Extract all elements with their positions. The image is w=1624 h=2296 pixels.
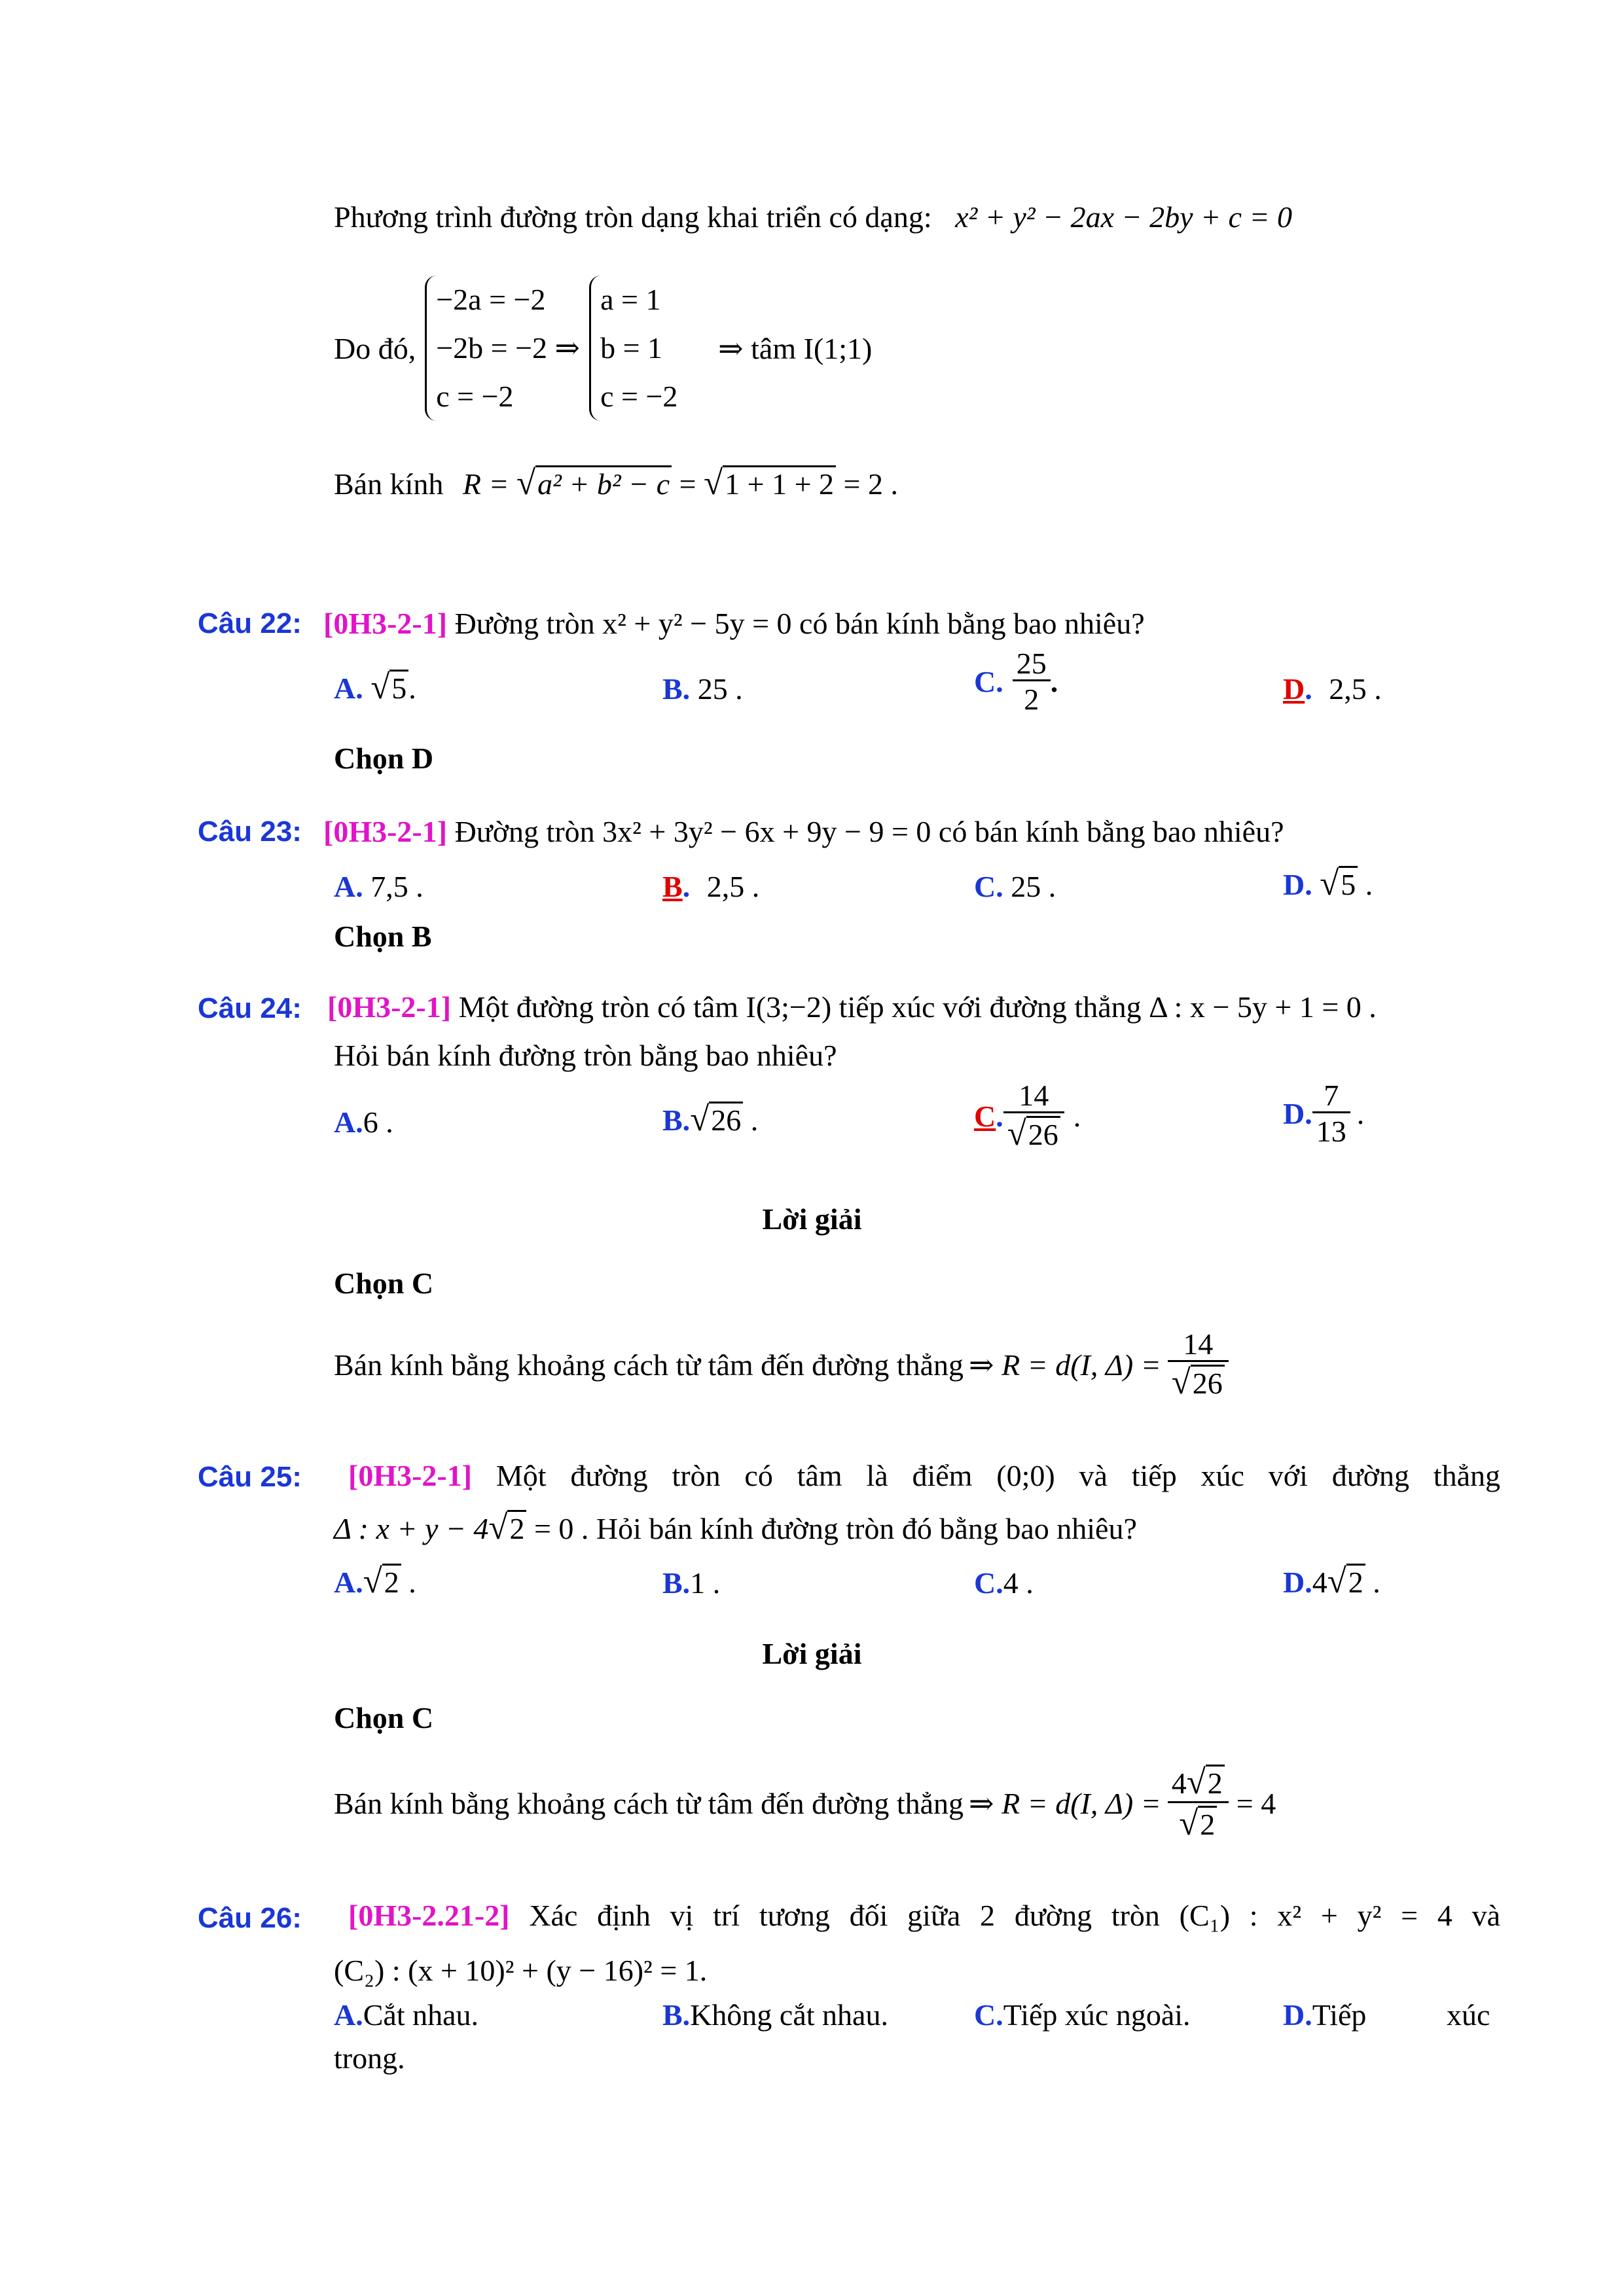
punct: .: [408, 1566, 416, 1599]
explanation: [334, 1329, 1229, 1401]
equation-system-2: [589, 276, 692, 421]
option-d[interactable]: [1283, 1562, 1380, 1601]
question-body: Đường tròn 3x² + 3y² − 6x + 9y − 9 = 0 có bán kính bằng bao nhiêu?: [454, 815, 1284, 848]
option-value: 1 .: [690, 1566, 721, 1600]
option-label-correct: B: [662, 870, 683, 903]
text: Phương trình đường tròn dạng khai triển có dạng:: [334, 200, 932, 234]
top-line-3: [334, 463, 898, 503]
radicand: 5: [389, 670, 408, 705]
sqrt: √5: [370, 668, 408, 707]
option-label-correct: C: [974, 1099, 996, 1133]
system-row: c = −2: [600, 380, 678, 413]
option-label: A.: [334, 870, 363, 903]
fraction: [1312, 1080, 1350, 1148]
question-body: Đường tròn x² + y² − 5y = 0 có bán kính bằng bao nhiêu?: [454, 607, 1145, 640]
equation-system-1: [425, 276, 580, 421]
option-d[interactable]: [1283, 672, 1382, 706]
option-b[interactable]: [662, 1100, 758, 1139]
option-c[interactable]: [974, 869, 1056, 904]
radicand: 2: [1346, 1564, 1365, 1599]
math: Δ : x + y − 4: [334, 1512, 489, 1545]
punct: .: [1373, 1566, 1380, 1599]
option-value: 6 .: [363, 1105, 393, 1139]
text: Bán kính bằng khoảng cách từ tâm đến đường thẳng: [334, 1348, 964, 1382]
option-value: 25 .: [1011, 870, 1056, 903]
radicand: 5: [1339, 866, 1358, 901]
option-value: 7,5 .: [370, 870, 424, 903]
option-label: C.: [974, 1998, 1003, 2032]
sqrt: √2: [488, 1508, 526, 1547]
system-row: −2a = −2: [436, 283, 546, 316]
answer: Chọn C: [334, 1266, 434, 1300]
option-label: A.: [334, 1998, 363, 2032]
question-body: Xác định vị trí tương đối giữa 2 đường tròn (C₁) : x² + y² = 4 và: [529, 1899, 1500, 1932]
punct: .: [1050, 665, 1058, 699]
explanation: [334, 1765, 1276, 1842]
math: ⇒ R = d(I, Δ) =: [969, 1348, 1161, 1382]
option-label: A.: [334, 672, 363, 705]
text: = 0 . Hỏi bán kính đường tròn đó bằng bao nhiêu?: [533, 1512, 1137, 1545]
punct: .: [682, 870, 691, 903]
option-label: B.: [662, 1566, 691, 1600]
radicand: 2: [382, 1564, 401, 1599]
radicand: 2: [507, 1510, 526, 1545]
question-tag: [0H3-2-1]: [327, 990, 452, 1024]
option-b[interactable]: [662, 869, 759, 904]
denominator: [1168, 1360, 1229, 1401]
option-c[interactable]: [974, 1566, 1034, 1600]
radicand: 26: [1191, 1365, 1225, 1400]
question-26-text: [348, 1898, 1500, 1933]
text: Bán kính bằng khoảng cách từ tâm đến đường thẳng: [334, 1786, 964, 1820]
denominator: [1168, 1801, 1229, 1842]
text: Bán kính: [334, 467, 444, 501]
option-label: A.: [334, 1566, 363, 1599]
numerator: 14: [1019, 1079, 1049, 1112]
numerator: 7: [1324, 1079, 1339, 1112]
option-label: D.: [1283, 1566, 1312, 1599]
punct: .: [1356, 1097, 1365, 1131]
question-body-line-2: (C₂) : (x + 10)² + (y − 16)² = 1.: [334, 1954, 708, 1987]
numerator: 25: [1016, 647, 1047, 680]
question-label: Câu 26:: [198, 1902, 302, 1934]
question-25-text: [348, 1458, 1500, 1493]
question-body: Một đường tròn có tâm là điểm (0;0) và tiếp xúc với đường thẳng: [496, 1459, 1500, 1492]
option-label-correct: D: [1283, 672, 1305, 706]
sqrt: √2: [1179, 1806, 1217, 1842]
option-label: B.: [662, 1103, 691, 1137]
system-row: c = −2: [436, 380, 514, 413]
numerator: [1168, 1765, 1229, 1801]
question-body-line-2: Hỏi bán kính đường tròn bằng bao nhiêu?: [334, 1039, 837, 1072]
question-23-text: [323, 814, 1284, 849]
system-row: a = 1: [600, 283, 661, 316]
option-label: A.: [334, 1105, 363, 1139]
top-line-1: [334, 200, 1292, 234]
option-c[interactable]: [974, 1998, 1191, 2032]
math: = 2 .: [843, 467, 898, 501]
option-label: C.: [974, 665, 1003, 699]
radicand: 2: [1206, 1765, 1225, 1800]
answer: Chọn D: [334, 742, 434, 775]
denominator: [1003, 1111, 1064, 1153]
question-tag: [0H3-2-1]: [323, 815, 448, 848]
sqrt: √a² + b² − c: [516, 463, 672, 503]
question-body: Một đường tròn có tâm I(3;−2) tiếp xúc với đường thẳng Δ : x − 5y + 1 = 0 .: [458, 990, 1377, 1024]
punct: .: [996, 1099, 1003, 1133]
question-tag: [0H3-2-1]: [348, 1459, 473, 1492]
option-value: 4 .: [1003, 1566, 1034, 1600]
numerator: 14: [1183, 1327, 1214, 1361]
question-body-line-2: [334, 1508, 1137, 1547]
option-value-cont: xúc: [1447, 1998, 1490, 2032]
question-tag: [0H3-2.21-2]: [348, 1899, 510, 1932]
punct: .: [750, 1103, 759, 1137]
radicand: 2: [1198, 1806, 1217, 1841]
option-label: D.: [1283, 1097, 1312, 1131]
option-a[interactable]: [334, 1562, 416, 1601]
option-value: Tiếp xúc ngoài.: [1003, 1998, 1191, 2032]
option-label: D.: [1283, 1998, 1312, 2032]
option-a[interactable]: [334, 869, 424, 904]
question-label: Câu 24:: [198, 992, 302, 1024]
answer: Chọn B: [334, 920, 432, 953]
system-row: b = 1: [600, 331, 663, 365]
system-row: −2b = −2 ⇒: [436, 331, 581, 365]
option-value: Không cắt nhau.: [690, 1998, 888, 2032]
coefficient: 4: [1171, 1767, 1187, 1800]
option-label: D.: [1283, 868, 1312, 901]
option-value: 2,5 .: [1329, 672, 1382, 706]
option-value: 25 .: [697, 672, 743, 706]
option-b[interactable]: [662, 1566, 720, 1600]
option-label: C.: [974, 1566, 1003, 1600]
sqrt: √5: [1320, 864, 1358, 903]
question-24-text: [327, 990, 1499, 1024]
sqrt: √26: [1007, 1116, 1060, 1153]
sqrt: √26: [1172, 1365, 1225, 1401]
punct: .: [1073, 1099, 1081, 1133]
sqrt: √2: [363, 1562, 401, 1601]
question-label: Câu 25:: [198, 1461, 302, 1493]
solution-title: Lời giải: [762, 1202, 862, 1236]
top-line-2: [334, 270, 872, 427]
center-result: ⇒ tâm I(1;1): [718, 332, 873, 365]
option-a[interactable]: [334, 668, 416, 707]
option-d[interactable]: [1283, 1998, 1366, 2032]
punct: .: [408, 672, 416, 705]
option-value-wrap: trong.: [334, 2041, 405, 2075]
option-label: C.: [974, 870, 1003, 903]
question-tag: [0H3-2-1]: [323, 607, 448, 640]
question-22-text: [323, 606, 1145, 641]
option-a[interactable]: [334, 1105, 393, 1139]
option-c[interactable]: [974, 1080, 1081, 1153]
math: ⇒ R = d(I, Δ) =: [969, 1787, 1161, 1821]
fraction: [1003, 1080, 1064, 1153]
sqrt: √2: [1187, 1765, 1225, 1801]
fraction: [1168, 1765, 1229, 1842]
option-d[interactable]: [1283, 1080, 1364, 1148]
equation: x² + y² − 2ax − 2by + c = 0: [955, 200, 1292, 234]
math: R =: [462, 467, 509, 501]
radicand: a² + b² − c: [535, 465, 672, 501]
option-label: B.: [662, 672, 691, 706]
radicand: 26: [1026, 1116, 1060, 1151]
punct: .: [1305, 672, 1312, 706]
radicand: 1 + 1 + 2: [723, 465, 836, 501]
math: =: [679, 467, 696, 501]
option-b[interactable]: [662, 672, 743, 706]
option-d[interactable]: [1283, 864, 1373, 903]
math: = 4: [1236, 1786, 1276, 1820]
denominator: 13: [1312, 1111, 1350, 1147]
punct: .: [1365, 868, 1373, 901]
fraction: [1168, 1329, 1229, 1401]
option-label: B.: [662, 1998, 691, 2032]
text: Do đó,: [334, 331, 416, 365]
sqrt: √2: [1327, 1562, 1365, 1601]
option-value: 2,5 .: [706, 870, 760, 903]
radicand: 26: [709, 1102, 743, 1137]
question-label: Câu 22:: [198, 607, 302, 639]
denominator: 2: [1013, 679, 1051, 715]
option-b[interactable]: [662, 1998, 888, 2032]
question-label: Câu 23:: [198, 816, 302, 848]
sqrt: √26: [690, 1100, 743, 1139]
option-a[interactable]: [334, 1998, 478, 2032]
option-value: Tiếp: [1312, 1998, 1367, 2032]
coefficient: 4: [1312, 1566, 1327, 1599]
option-value: Cắt nhau.: [363, 1998, 479, 2032]
answer: Chọn C: [334, 1701, 434, 1734]
fraction: [1013, 648, 1051, 716]
option-c[interactable]: [974, 648, 1058, 716]
solution-title: Lời giải: [762, 1637, 862, 1670]
sqrt: √1 + 1 + 2: [704, 463, 836, 503]
